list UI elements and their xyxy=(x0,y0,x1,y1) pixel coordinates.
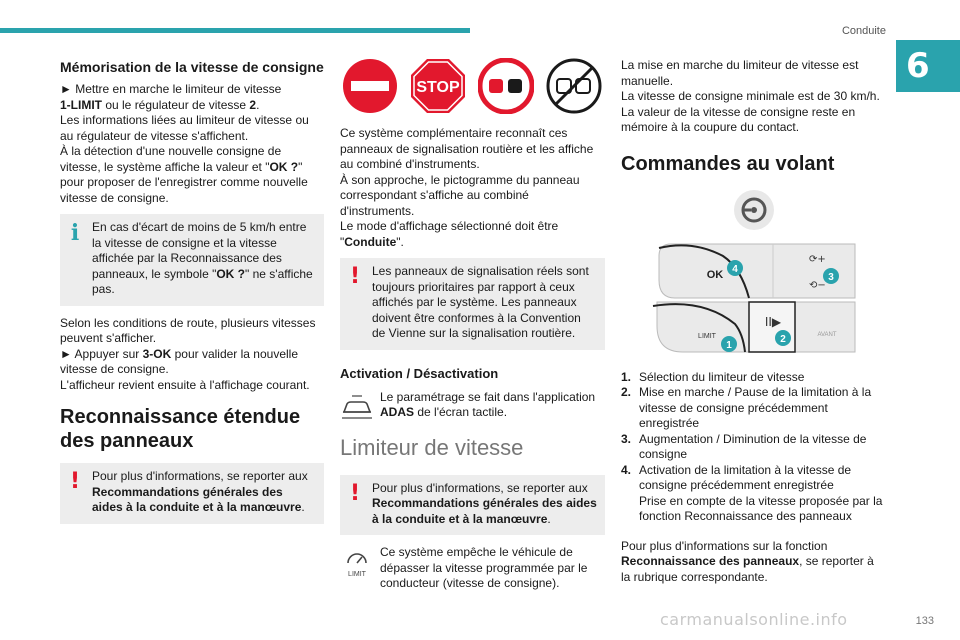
warning-box-signs xyxy=(340,258,605,350)
avant-label: AVANT xyxy=(817,331,837,338)
list-item: 4. Activation de la limitation à la vitesse de consigne précédemment enregistrée xyxy=(621,462,852,492)
svg-text:4: 4 xyxy=(732,263,738,275)
stop-sign-label: STOP xyxy=(416,79,460,96)
ok-button-label: OK xyxy=(706,268,724,281)
heading-commandes: Commandes au volant xyxy=(621,152,835,175)
activation-text: Le paramétrage se fait dans l'application ADAS de l'écran tactile. xyxy=(380,389,596,419)
steering-wheel-icon xyxy=(732,188,776,232)
stop-sign-icon xyxy=(410,58,466,114)
list-item: 2. Mise en marche / Pause de la limitation à la vitesse de consigne précédemment enregistrée xyxy=(621,385,872,430)
svg-text:3: 3 xyxy=(828,271,834,283)
heading-memorisation: Mémorisation de la vitesse de consigne xyxy=(60,59,324,75)
list-item: 3. Augmentation / Diminution de la vitesse de consigne xyxy=(621,431,867,461)
no-overtaking-sign-icon xyxy=(478,58,534,114)
column-2 xyxy=(340,58,605,600)
controls-list xyxy=(621,370,886,525)
list-item: Prise en compte de la vitesse proposée par la fonction Reconnaissance des panneaux xyxy=(639,493,883,523)
callout-4 xyxy=(727,260,743,276)
car-adas-icon xyxy=(340,392,374,422)
warning-box-limiteur xyxy=(340,475,605,536)
info-box xyxy=(60,214,324,306)
warning-icon: ! xyxy=(69,469,81,494)
heading-reconnaissance: Reconnaissance étendue des panneaux xyxy=(60,406,301,452)
paragraph-reference: Pour plus d'informations sur la fonction Reconnaissance des panneaux, se reporter à la rubrique correspondante. xyxy=(621,538,874,584)
activation-row xyxy=(340,390,605,421)
pause-icon: II▶ xyxy=(764,314,782,329)
traffic-signs xyxy=(342,58,605,114)
column-1 xyxy=(60,58,324,534)
heading-limiteur: Limiteur de vitesse xyxy=(340,434,524,460)
limiter-text: Ce système empêche le véhicule de dépasser la vitesse programmée par le conducteur (vitesse de consigne). xyxy=(380,545,588,590)
svg-text:1: 1 xyxy=(726,339,732,351)
speed-limit-icon xyxy=(340,547,374,579)
warning-box xyxy=(60,463,324,524)
limit-label: LIMIT xyxy=(348,571,366,578)
list-item: 1. Sélection du limiteur de vitesse xyxy=(621,369,805,384)
warning-text: Pour plus d'informations, se reporter aux Recommandations générales des aides à la conduite et à la manœuvre. xyxy=(92,469,308,514)
callout-2 xyxy=(775,330,791,346)
heading-activation: Activation / Désactivation xyxy=(340,365,499,381)
watermark: carmanualsonline.info xyxy=(660,610,848,629)
svg-text:2: 2 xyxy=(780,333,786,345)
speed-plus-icon: ⟳+ xyxy=(809,253,826,265)
info-icon: i xyxy=(70,220,80,246)
paragraph-conditions: Selon les conditions de route, plusieurs vitesses peuvent s'afficher. ► Appuyer sur 3-OK pour valider la nouvelle vitesse de consigne. L'afficheur revient ensuite à l'affichage courant. xyxy=(60,315,316,392)
speed-minus-icon: ⟲− xyxy=(809,279,826,291)
limit-button-label: LIMIT xyxy=(698,332,716,340)
paragraph-signs: Ce système complémentaire reconnaît ces panneaux de signalisation routière et les affiche au combiné d'instruments. À son approche, le pictogramme du panneau correspondant s'affiche au combiné d'instruments. Le mode d'affichage sélectionné doit être "Conduite". xyxy=(340,126,594,249)
paragraph-limiteur: La mise en marche du limiteur de vitesse est manuelle. La vitesse de consigne minimale est de 30 km/h. La valeur de la vitesse de consigne reste en mémoire à la coupure du contact. xyxy=(621,58,880,134)
limiter-row xyxy=(340,545,605,592)
end-no-overtaking-sign-icon xyxy=(546,58,602,114)
section-title: Conduite xyxy=(841,25,886,37)
page-number: 133 xyxy=(915,615,934,627)
warning-text: Pour plus d'informations, se reporter aux Recommandations générales des aides à la conduite et à la manœuvre. xyxy=(372,480,597,526)
warning-text: Les panneaux de signalisation réels sont toujours prioritaires par rapport à ceux affichés par le système. Les panneaux doivent être conformes à la Convention de Vienne sur la signalisation routière. xyxy=(372,264,589,340)
steering-controls-diagram xyxy=(623,240,863,356)
column-3 xyxy=(621,58,886,585)
callout-3 xyxy=(823,268,839,284)
chapter-tab: 6 xyxy=(896,40,960,92)
info-text: En cas d'écart de moins de 5 km/h entre la vitesse de consigne et la vitesse affichée par la Reconnaissance des panneaux, le symbole "OK ?" ne s'affiche pas. xyxy=(92,220,313,296)
paragraph-memorisation: ► Mettre en marche le limiteur de vitesse 1-LIMIT ou le régulateur de vitesse 2. Les informations liées au limiteur de vitesse ou au régulateur de vitesse s'affichent. À la détection d'une nouvelle consigne de vitesse, le système affiche la valeur et "OK ?" pour proposer de l'enregistrer comme nouvelle vitesse de consigne. xyxy=(60,82,309,205)
callout-1 xyxy=(721,336,737,352)
no-entry-sign-icon xyxy=(342,58,398,114)
header-accent-bar xyxy=(0,28,470,33)
warning-icon: ! xyxy=(349,264,361,289)
warning-icon: ! xyxy=(349,480,361,506)
